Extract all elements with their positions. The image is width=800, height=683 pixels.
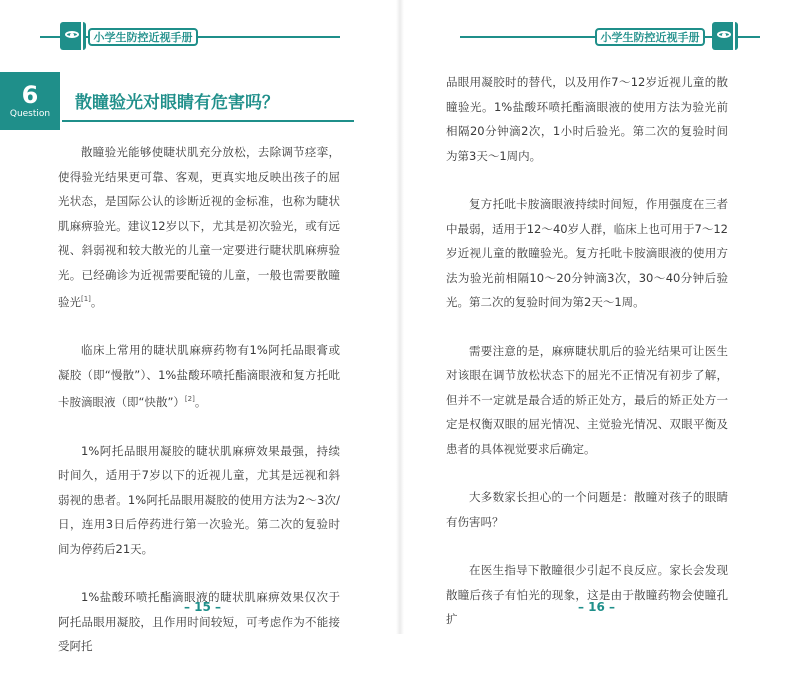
paragraph: 1%阿托品眼用凝胶的睫状肌麻痹效果最强，持续时间久，适用于7岁以下的近视儿童，尤其是远视和斜弱视的患者。1%阿托品眼用凝胶的使用方法为2～3次/日，连用3日后停药进行第一次验光。第二次的复验时间为停药后21天。 [58,443,340,556]
page-number: – 15 – [184,600,222,614]
paragraph: 需要注意的是，麻痹睫状肌后的验光结果可让医生对该眼在调节放松状态下的屈光不正情况有初步了解，但并不一定就是最合适的矫正处方，最后的矫正处方一定是权衡双眼的屈光情况、主觉验光情况、双眼平衡及患者的具体视觉要求后确定。 [446,343,728,456]
citation: [2] [184,395,195,404]
page-number: – 16 – [578,600,616,614]
header-title: 小学生防控近视手册 [595,28,705,46]
question-word: Question [9,109,51,119]
question-title: 散瞳验光对眼睛有危害吗？ [75,93,279,113]
title-underline [62,120,354,122]
paragraph: 临床上常用的睫状肌麻痹药物有1%阿托品眼膏或凝胶（即“慢散”）、1%盐酸环喷托酯滴眼液和复方托吡卡胺滴眼液（即“快散”）[2]。 [58,343,340,410]
eye-book-icon [712,22,738,50]
paragraph: 复方托吡卡胺滴眼液持续时间短，作用强度在三者中最弱，适用于12～40岁人群，临床上也可用于7～12岁近视儿童的散瞳验光。复方托吡卡胺滴眼液的使用方法为验光前相隔10～20分钟滴3次，30～40分钟后验光。第二次的复验时间为第2天～1周。 [446,197,728,309]
question-number: 6 [21,81,39,109]
paragraph: 在医生指导下散瞳很少引起不良反应。家长会发现散瞳后孩子有怕光的现象，这是由于散瞳药物会使瞳孔扩 [446,563,728,626]
eye-book-icon [60,22,86,50]
right-page [400,0,800,634]
right-body [446,70,728,656]
question-badge [0,72,60,130]
citation: [1] [81,295,91,303]
paragraph: 散瞳验光能够使睫状肌充分放松，去除调节痉挛，使得验光结果更可靠、客观，更真实地反映出孩子的屈光状态，是国际公认的诊断近视的金标准，也称为睫状肌麻痹验光。建议12岁以下，尤其是初次验光，或有远视、斜弱视和较大散光的儿童一定要进行睫状肌麻痹验光。已经确诊为近视需要配镜的儿童，一般也需要散瞳验光[1]。 [58,145,340,309]
paragraph: 大多数家长担心的一个问题是：散瞳对孩子的眼睛有伤害吗？ [446,490,728,529]
paragraph: 1%盐酸环喷托酯滴眼液的睫状肌麻痹效果仅次于阿托品眼用凝胶，且作用时间较短，可考虑作为不能接受阿托 [58,590,340,654]
left-page [0,0,400,654]
header-title: 小学生防控近视手册 [88,28,198,46]
paragraph: 品眼用凝胶时的替代，以及用作7～12岁近视儿童的散瞳验光。1%盐酸环喷托酯滴眼液的使用方法为验光前相隔20分钟滴2次，1小时后验光。第二次的复验时间为第3天～1周内。 [446,75,728,163]
